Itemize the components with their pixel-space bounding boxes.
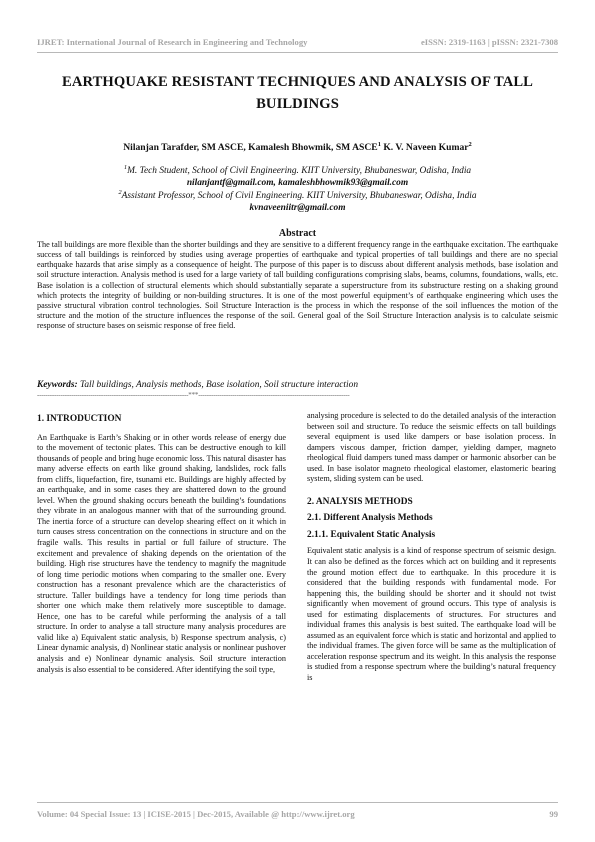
paper-title: EARTHQUAKE RESISTANT TECHNIQUES AND ANALYSIS OF TALL BUILDINGS — [61, 74, 533, 112]
left-column — [37, 414, 286, 675]
section-heading-introduction: 1. INTRODUCTION — [37, 414, 122, 424]
affiliation-email: nilanjantf@gmail.com, kamaleshbhowmik93@gmail.com — [186, 177, 409, 188]
affiliation-text: Assistant Professor, School of Civil Engineering. KIIT University, Bhubaneswar, Odisha, India — [121, 191, 477, 202]
introduction-paragraph: An Earthquake is Earth’s Shaking or in other words release of energy due to the movement of tectonic plates. This can be destructive enough to kill thousands of people and bring huge economic loss. This natural disaster has many adverse effects on earth like ground shaking, landslides, rock falls from cliffs, liquefaction, fire, tsunami etc. Buildings are highly affected by an earthquake, and in some cases they are shattered down to the ground level. When the ground shaking occurs beneath the building’s foundations they vibrate in an analogous manner with that of the surrounding ground. The inertia force of a structure can develop shearing effect on it which in turn causes stress concentration on the connections in structure and on the fragile walls. This results in partial or full failure of structure. The excitement and prevalence of shaking depends on the orientation of the building. High rise structures have the tendency to magnify the magnitude of long time periodic motions when comparing to the smaller one. Every construction has a resonant prevalence which are the characteristics of structure. Taller buildings have a tendency for long time periods than shorter one which make them relatively more susceptible to damage. Hence, one has to be careful while performing the analysis of a tall structure. In order to analyse a tall structure many analysis procedures are valid like a) Equivalent static analysis, b) Response spectrum analysis, c) Linear dynamic analysis, d) Nonlinear static analysis or nonlinear pushover analysis and e) Nonlinear dynamic analysis. Soil structure interaction analysis is also essential to be considered. After identifying the soil type, — [37, 432, 286, 674]
section-separator: -----------------------------------------------------------------------***----------------------------------------------------------------------- — [37, 391, 350, 399]
keywords — [37, 380, 558, 390]
volume-info: Volume: 04 Special Issue: 13 | ICISE-2015 | Dec-2015, Available @ http://www.ijret.org — [37, 809, 355, 819]
affiliation-email: kvnaveeniitr@gmail.com — [249, 202, 346, 213]
header-divider — [37, 52, 558, 53]
running-footer — [37, 809, 558, 819]
subsection-heading-different-methods: 2.1. Different Analysis Methods — [307, 513, 433, 524]
keywords-text: Tall buildings, Analysis methods, Base isolation, Soil structure interaction — [77, 380, 359, 390]
equivalent-static-paragraph: Equivalent static analysis is a kind of response spectrum of seismic design. It can also be defined as the forces which act on building and it represents the ground motion effect due to earthquake. In this procedure it is considered that the building responds with fundamental mode. For happening this, the building should be shorter and it should not twist significantly when movement of ground occurs. This type of analysis is used for estimating displacements of structures. For structures and individual frames this analysis is best suited. The earthquake load will be assumed as an equivalent force which is static and horizontal and applied to the individual frames. The given force will be same as the multiplication of acceleration response spectrum and its weight. In this analysis the response is studied from a response spectrum where the building’s natural frequency is — [307, 546, 556, 683]
right-column — [307, 411, 556, 684]
keywords-label: Keywords: — [37, 380, 78, 390]
subsection-heading-equivalent-static: 2.1.1. Equivalent Static Analysis — [307, 529, 436, 540]
running-header — [37, 37, 558, 47]
abstract-heading: Abstract — [278, 228, 317, 239]
page-number: 99 — [549, 809, 558, 819]
journal-name: IJRET: International Journal of Research in Engineering and Technology — [37, 37, 308, 47]
introduction-paragraph-continued: analysing procedure is selected to do the detailed analysis of the interaction between soil and structure. To reduce the seismic effects on tall buildings several equipment is used like dampers or base isolation process. In dampers viscous damper, friction damper, yielding damper, magneto rheological fluid dampers tuned mass damper or harmonic absorber can be used. In base isolator magneto rheological elastomer, elastomeric bearing system, sliding system can be used. — [307, 411, 556, 484]
affiliation-1 — [37, 162, 558, 189]
author-sup-1: 1 — [377, 141, 381, 148]
affiliation-2 — [37, 187, 558, 214]
footer-divider — [37, 802, 558, 803]
section-heading-analysis-methods: 2. ANALYSIS METHODS — [307, 496, 413, 507]
abstract-text: The tall buildings are more flexible than the shorter buildings and they are sensitive to a different frequency range in the earthquake excitation. The earthquake success of tall buildings is reinforced by studies using average properties of earthquake and typical properties of tall buildings and there are no special earthquake hazards that arise simply as a consequence of height. The purpose of this paper is to discuss about different analysis methods, base isolation and soil structure interaction. Analysis method is used for a large variety of tall building configurations comprising slabs, beams, columns, foundations, walls, etc. Base isolation is a collection of structural elements which should substantially separate a superstructure from its substructure resting on a shaking ground which protects the integrity of building or non-building structures. It is one of the most powerful equipment’s of earthquake engineering which uses the passive structural vibration control technologies. Soil Structure Interaction is the process in which the response of the soil influences the motion of the structure and the motion of the structure influences the response of the soil. General goal of the Soil Structure Interaction analysis is to calculate seismic response of structure bases on seismic response of free field. — [37, 240, 558, 331]
author-names-1: Nilanjan Tarafder, SM ASCE, Kamalesh Bhowmik, SM ASCE — [123, 142, 378, 154]
affiliation-sup: 2 — [118, 189, 122, 196]
author-list — [37, 141, 558, 153]
issn-info: eISSN: 2319-1163 | pISSN: 2321-7308 — [420, 37, 558, 47]
affiliation-text: M. Tech Student, School of Civil Engineering. KIIT University, Bhubaneswar, Odisha, India — [127, 166, 472, 177]
author-names-2: K. V. Naveen Kumar — [380, 142, 469, 154]
affiliation-sup: 1 — [123, 164, 128, 171]
author-sup-2: 2 — [468, 141, 472, 148]
